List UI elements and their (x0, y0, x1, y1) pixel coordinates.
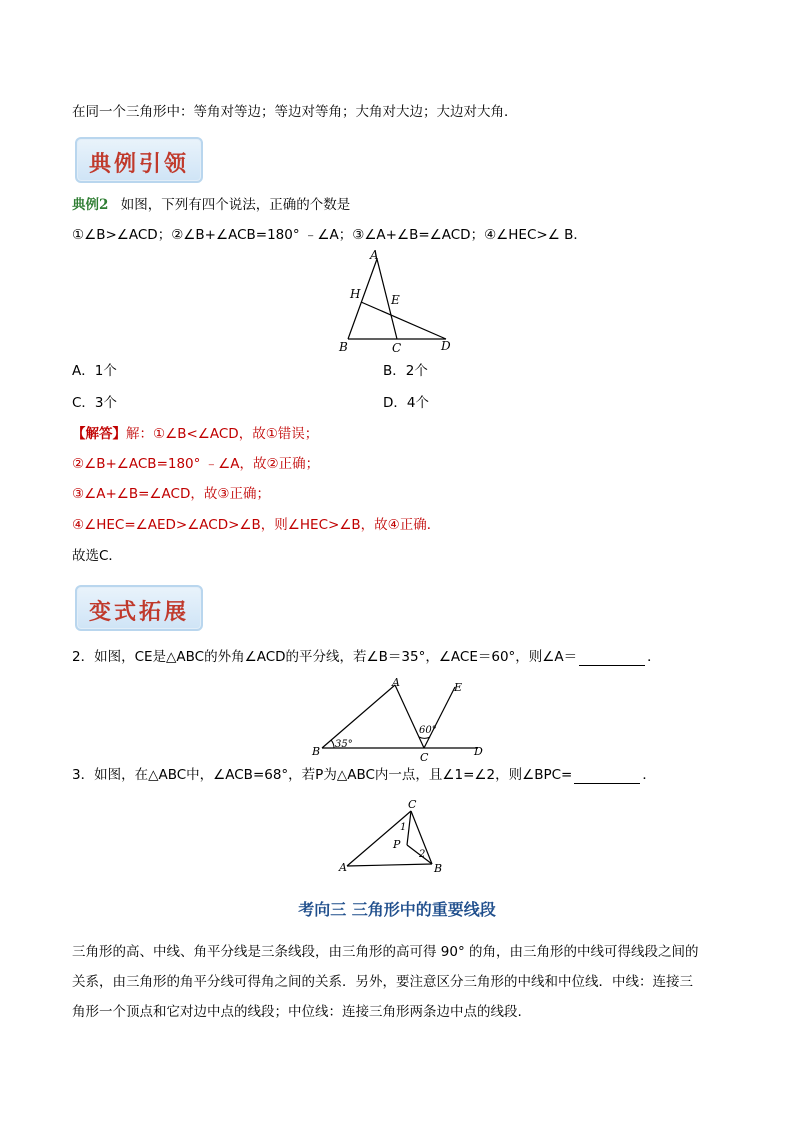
section-3-para-line-2: 关系，由三角形的角平分线可得角之间的关系．另外，要注意区分三角形的中线和中位线．中线：连接三 (72, 974, 693, 990)
heading-label: 变式拓展 (88, 599, 189, 625)
problem-3-answer-blank[interactable] (574, 769, 640, 784)
angle-b-arc (331, 740, 334, 748)
label-angle-1: 1 (400, 822, 407, 833)
heading-bianshi-tuozhan (75, 585, 203, 631)
label-e: E (454, 681, 463, 694)
example-question (72, 196, 350, 214)
section-3-title: 考向三 三角形中的重要线段 (298, 900, 496, 919)
example-statements: ①∠B>∠ACD；②∠B+∠ACB=180° ﹣∠A；③∠A+∠B=∠ACD；④∠HEC>∠ B． (72, 227, 587, 243)
label-a: A (339, 861, 347, 874)
option-c[interactable]: C．3个 (72, 395, 118, 411)
label-angle-60: 60° (419, 725, 437, 736)
segment-ce (424, 687, 455, 748)
example-tag: 典例2 (72, 197, 109, 213)
segment-ac (347, 811, 411, 866)
label-c: C (420, 751, 429, 763)
triangle-figure-2 (308, 673, 488, 763)
segment-ba (322, 685, 395, 748)
label-d: D (441, 339, 451, 353)
label-e: E (391, 293, 400, 307)
label-b: B (312, 745, 321, 758)
label-p: P (393, 838, 401, 851)
segment-ab (347, 864, 432, 866)
label-h: H (350, 287, 361, 301)
label-angle-35: 35° (335, 739, 353, 750)
problem-2-text-before: 2．如图，CE是△ABC的外角∠ACD的平分线，若∠B＝35°，∠ACE＝60°，则∠A＝ (72, 649, 578, 665)
solution-line-4: ④∠HEC=∠AED>∠ACD>∠B，则∠HEC>∠B，故④正确． (72, 517, 441, 533)
triangle-figure-3 (335, 796, 455, 876)
label-b: B (339, 340, 348, 354)
intro-text: 在同一个三角形中：等角对等边；等边对等角；大角对大边；大边对大角． (72, 104, 518, 120)
label-d: D (474, 745, 483, 758)
solution-line-2: ②∠B+∠ACB=180° ﹣∠A，故②正确； (72, 456, 320, 472)
segment-dh (361, 302, 446, 339)
problem-2-answer-blank[interactable] (579, 651, 645, 666)
option-b[interactable]: B．2个 (383, 363, 428, 379)
section-3-para-line-1: 三角形的高、中线、角平分线是三条线段，由三角形的高可得 90° 的角，由三角形的中线可得线段之间的 (72, 944, 699, 960)
solution-line-1-text: 解：①∠B<∠ACD，故①错误； (126, 426, 319, 442)
segment-ac (395, 685, 424, 748)
section-3-para-line-3: 角形一个顶点和它对边中点的线段；中位线：连接三角形两条边中点的线段. (72, 1004, 522, 1020)
label-c: C (392, 341, 402, 355)
solution-line-3: ③∠A+∠B=∠ACD，故③正确； (72, 486, 270, 502)
heading-label: 典例引领 (88, 151, 189, 177)
segment-cp (407, 811, 411, 845)
example-question-text: 如图，下列有四个说法，正确的个数是 (120, 197, 351, 213)
label-a: A (370, 248, 379, 262)
problem-3-text (72, 766, 656, 784)
problem-2-text-after: ． (647, 649, 661, 665)
option-a[interactable]: A．1个 (72, 363, 117, 379)
angle-c-arc (419, 737, 430, 738)
label-c: C (408, 798, 417, 811)
problem-3-text-before: 3．如图，在△ABC中，∠ACB=68°，若P为△ABC内一点，且∠1=∠2，则∠BPC= (72, 767, 573, 783)
label-b: B (434, 862, 443, 875)
problem-2-text (72, 648, 661, 666)
heading-dianli-yinling (75, 137, 203, 183)
problem-3-text-after: ． (642, 767, 656, 783)
triangle-figure-1 (330, 247, 460, 357)
label-a: A (392, 676, 400, 689)
solution-label: 【解答】 (72, 426, 126, 442)
solution-line-1 (72, 425, 318, 443)
solution-conclusion: 故选C． (72, 548, 122, 564)
option-d[interactable]: D．4个 (383, 395, 429, 411)
label-angle-2: 2 (419, 849, 426, 860)
